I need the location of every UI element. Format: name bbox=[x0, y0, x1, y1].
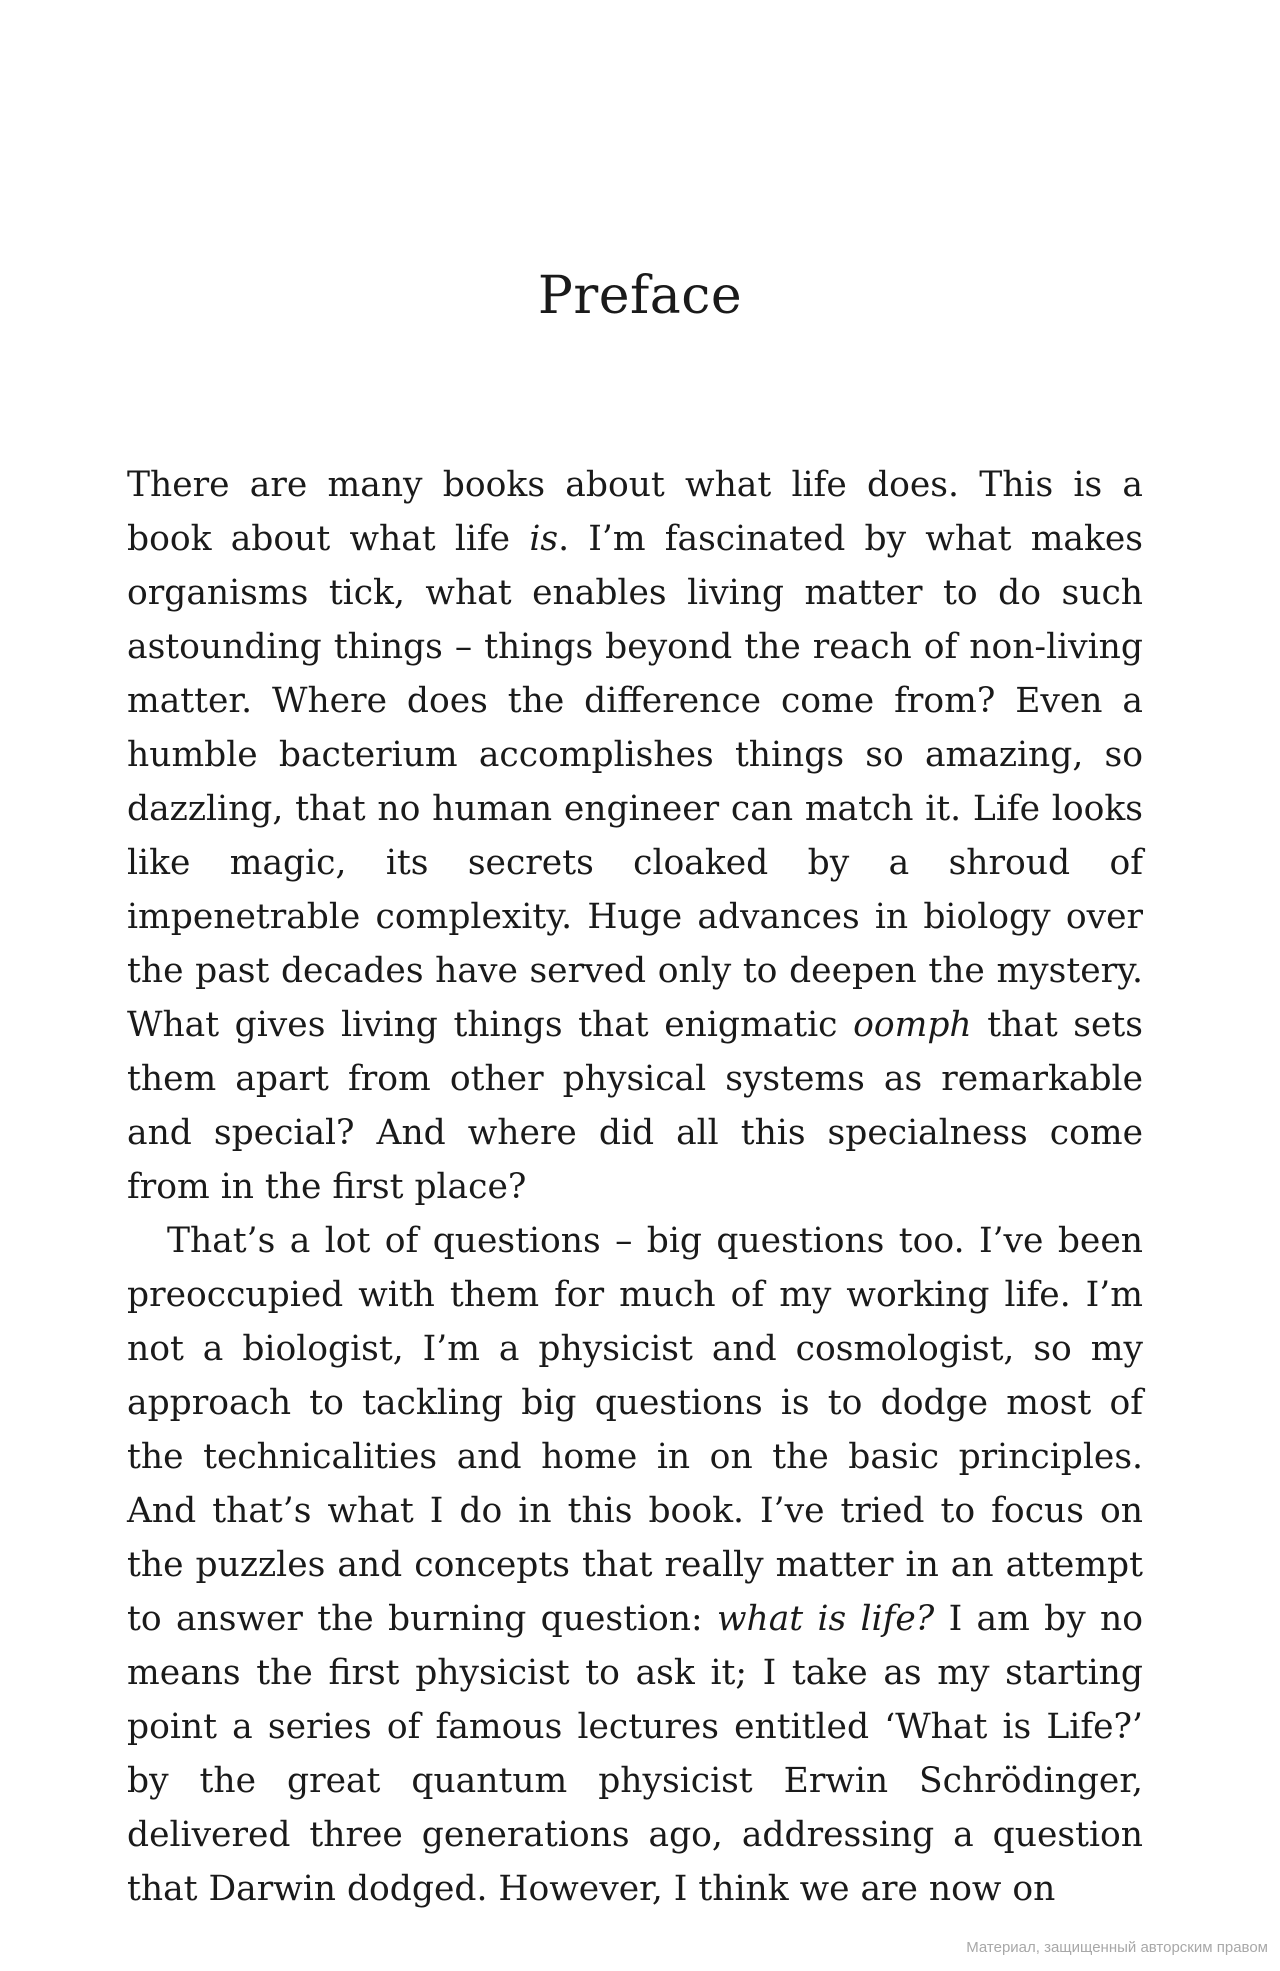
paragraph-2-text: I am by no means the first physicist to ask it; I take as my starting point a series of famous lectures entitled ‘What is Life?’ by the great quantum physicist Erwin Schrödinger, delivered three generations ago, addressing a question that Darwin dodged. However, I think we are now on bbox=[127, 1599, 1144, 1909]
chapter-title: Preface bbox=[537, 266, 743, 326]
paragraph-2-text: That’s a lot of questions – big questions too. I’ve been preoccupied with them for much of my working life. I’m not a biologist, I’m a physicist and cosmologist, so my approach to tackling big questions is to dodge most of the technicalities and home in on the basic principles. And that’s what I do in this book. I’ve tried to focus on the puzzles and concepts that really matter in an attempt to answer the burning question: bbox=[127, 1221, 1143, 1639]
paragraph-1-emphasis: oomph bbox=[853, 1005, 972, 1045]
paragraph-2 bbox=[127, 1214, 1143, 1916]
paragraph-1-emphasis: is bbox=[529, 519, 559, 559]
paragraph-1-text: . I’m fascinated by what makes organisms tick, what enables living matter to do such astounding things – things beyond the reach of non-living matter. Where does the difference come from? Even a humble bacterium accomplishes things so amazing, so dazzling, that no human engineer can match it. Life looks like magic, its secrets cloaked by a shroud of impenetrable complexity. Huge advances in biology over the past decades have served only to deepen the mystery. What gives living things that enigmatic bbox=[127, 519, 1143, 1045]
paragraph-1-text: There are many books about what life does. This is a book about what life bbox=[127, 465, 1143, 559]
paragraph-1 bbox=[127, 458, 1143, 1214]
paragraph-2-emphasis: what is life? bbox=[716, 1599, 935, 1639]
copyright-watermark: Материал, защищенный авторским правом bbox=[966, 1939, 1268, 1956]
paragraph-1-text: that sets them apart from other physical systems as remarkable and special? And where did all this specialness come from in the first place? bbox=[127, 1005, 1143, 1207]
body-text bbox=[127, 458, 1143, 1916]
